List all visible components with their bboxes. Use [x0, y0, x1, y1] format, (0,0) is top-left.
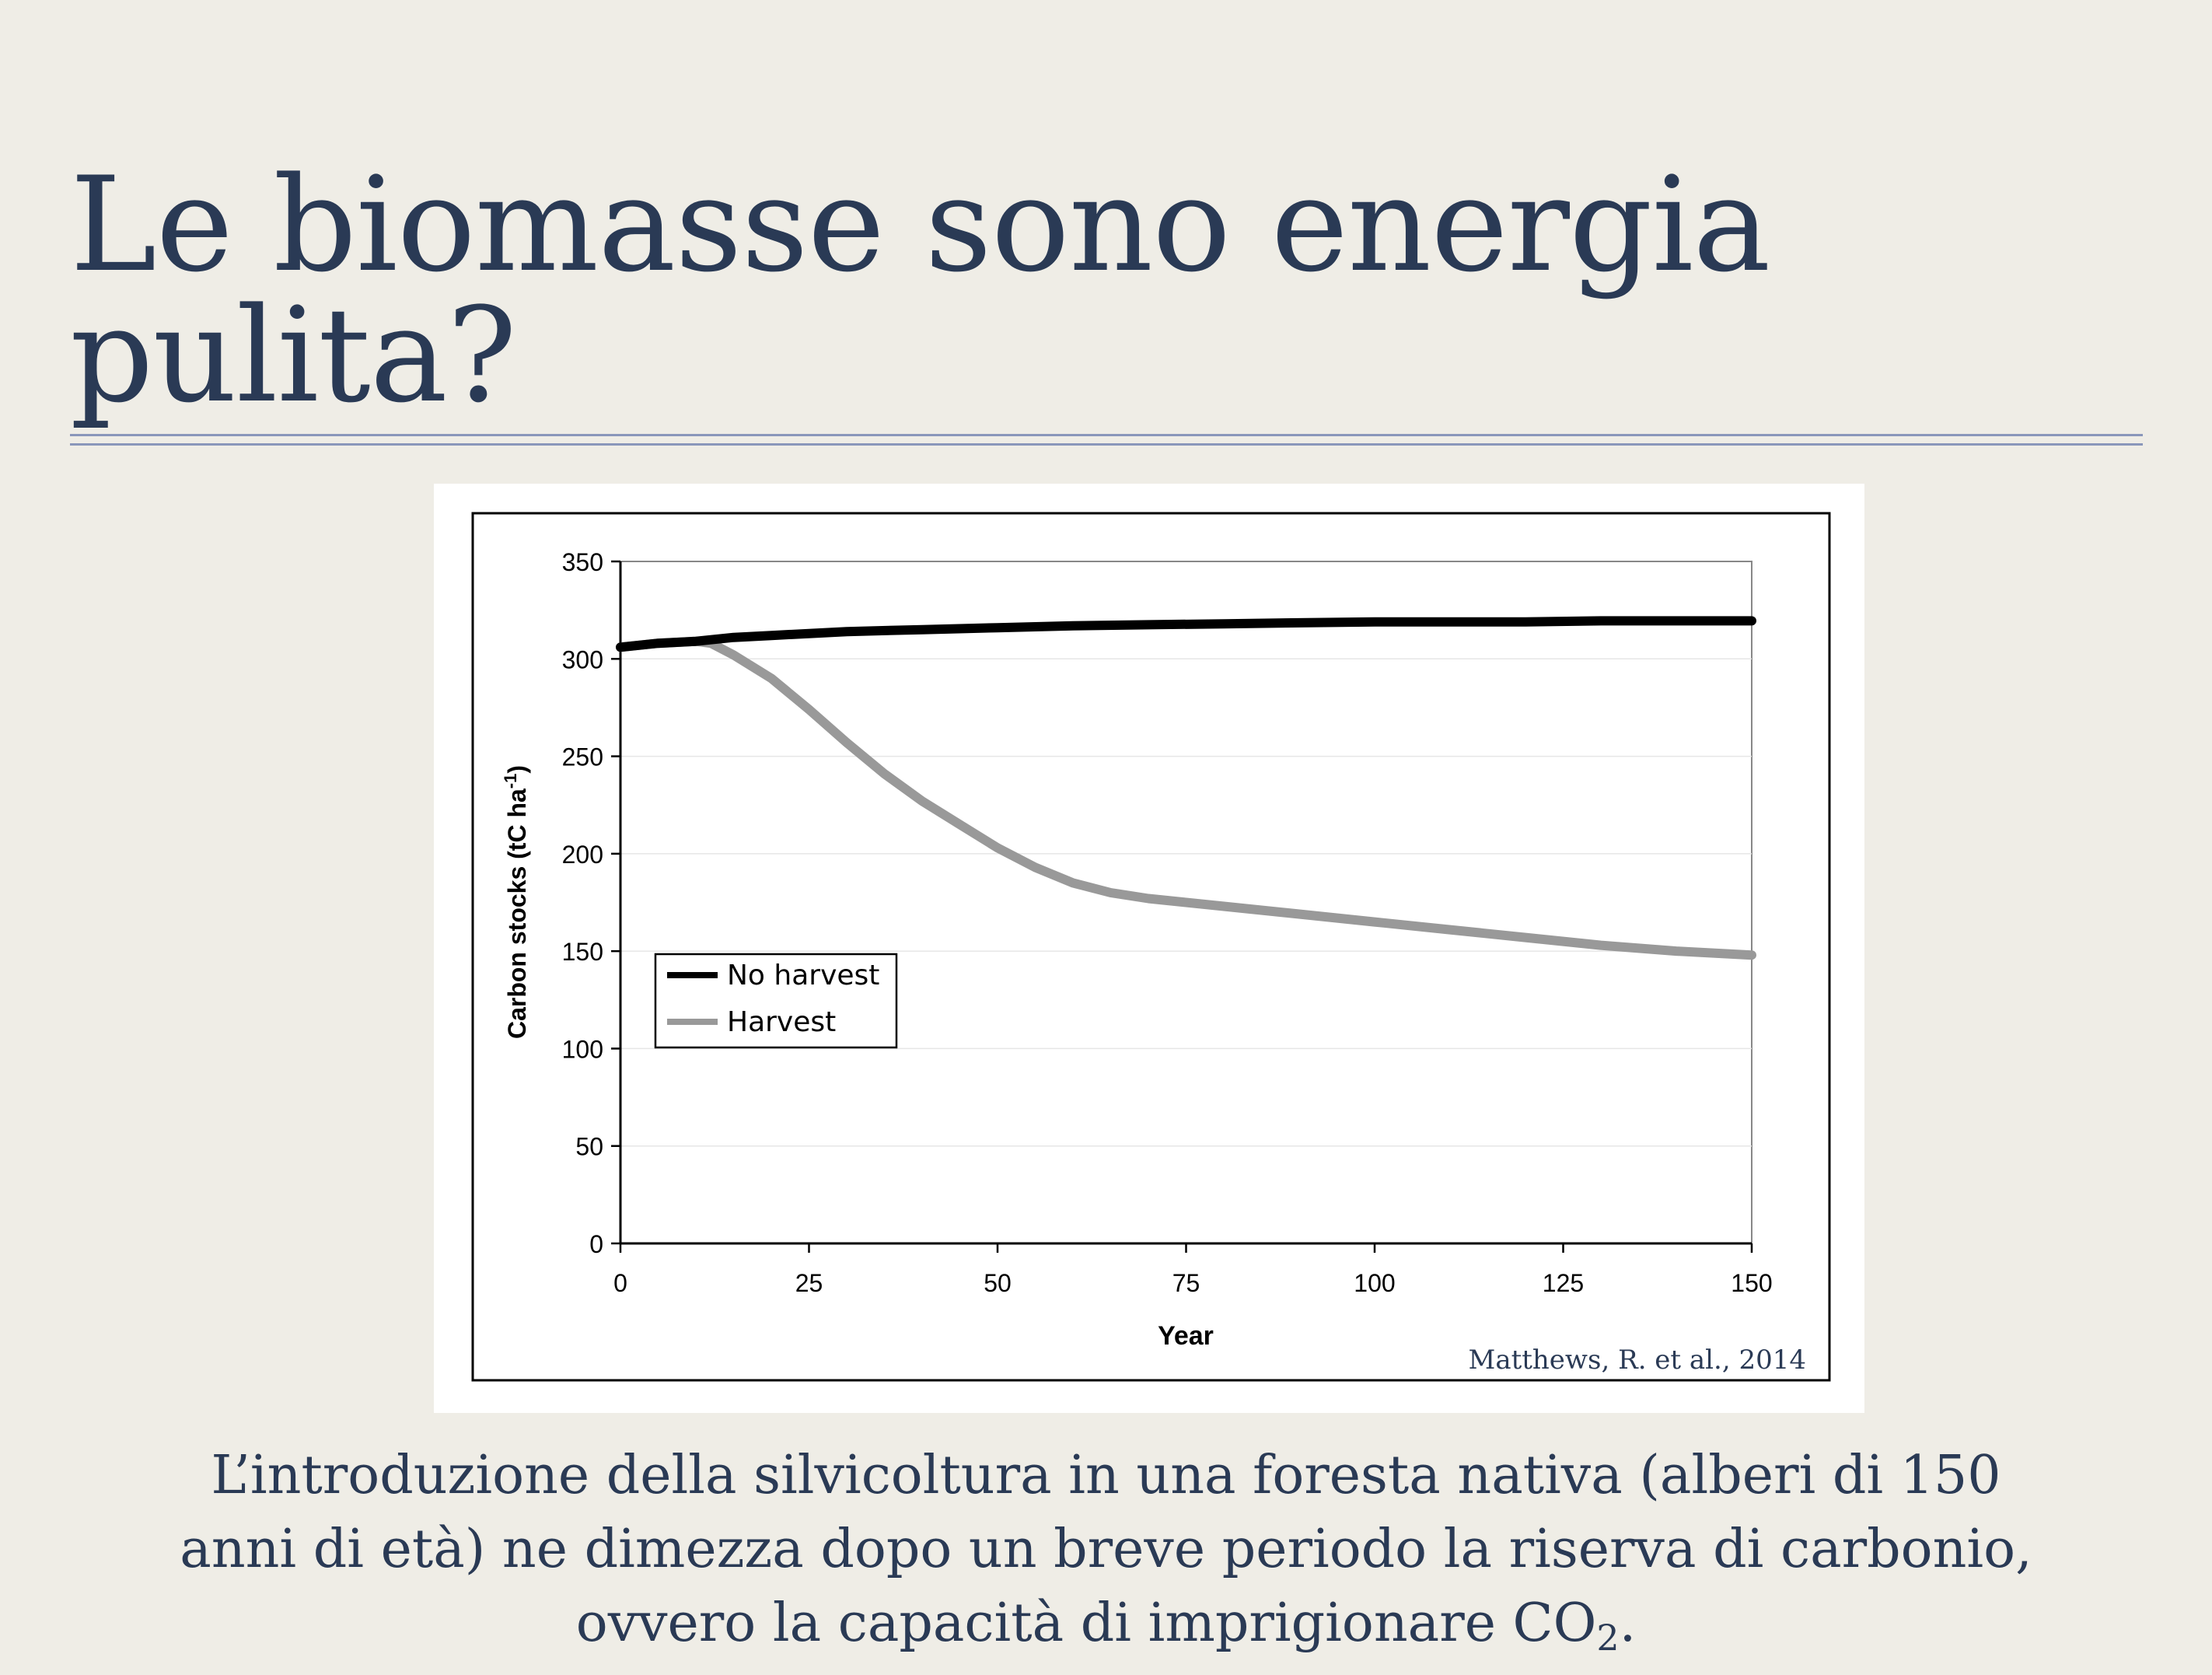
caption-subscript: 2: [1596, 1617, 1620, 1659]
x-tick-label-125: 125: [1542, 1269, 1585, 1297]
x-axis-label: Year: [1158, 1321, 1214, 1351]
caption-text: L’introduzione della silvicoltura in una foresta nativa (alberi di 150 anni di età) ne dimezza dopo un breve periodo la riserva di carbonio, ovvero la capacità di imprigionare CO: [180, 1445, 2032, 1654]
legend: [655, 954, 896, 1047]
y-tick-label-200: 200: [561, 840, 603, 869]
x-tick-label-50: 50: [984, 1269, 1012, 1297]
caption-end: .: [1619, 1593, 1637, 1654]
x-tick-label-150: 150: [1731, 1269, 1773, 1297]
y-tick-label-150: 150: [561, 938, 603, 967]
chart-source: Matthews, R. et al., 2014: [1468, 1345, 1806, 1376]
legend-label-harvest: Harvest: [727, 1006, 837, 1038]
y-axis-label-sup: -1: [501, 773, 520, 789]
y-tick-label-0: 0: [589, 1230, 603, 1258]
title-divider-second: [70, 443, 2143, 446]
y-axis-label-main: Carbon stocks (tC ha: [503, 789, 531, 1040]
y-tick-label-250: 250: [561, 743, 603, 771]
y-axis-label: [501, 765, 531, 1039]
slide-title: Le biomasse sono energia pulita?: [70, 149, 1770, 432]
chart-figure: [434, 484, 1864, 1413]
legend-label-no-harvest: No harvest: [727, 960, 880, 991]
slide-caption: [179, 1439, 2033, 1675]
title-divider: [70, 434, 2143, 436]
x-tick-label-25: 25: [795, 1269, 823, 1297]
x-tick-label-0: 0: [613, 1269, 627, 1297]
y-tick-label-350: 350: [561, 548, 603, 576]
y-tick-label-300: 300: [561, 645, 603, 674]
y-axis-label-close: ): [503, 764, 531, 774]
y-tick-label-100: 100: [561, 1035, 603, 1064]
carbon-stocks-chart: [434, 484, 1864, 1413]
y-tick-label-50: 50: [575, 1132, 603, 1161]
x-tick-label-75: 75: [1172, 1269, 1200, 1297]
x-tick-label-100: 100: [1354, 1269, 1396, 1297]
